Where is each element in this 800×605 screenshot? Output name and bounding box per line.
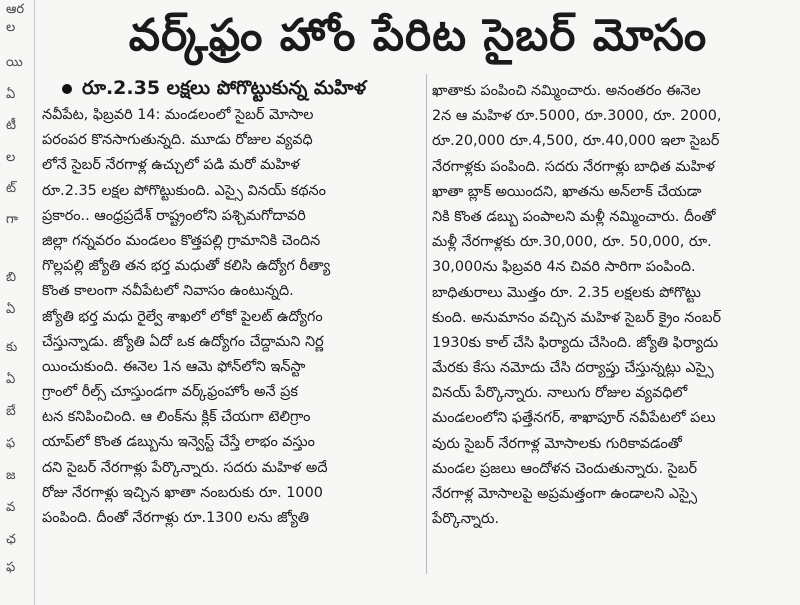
headline: వర్క్‌ఫ్రం హోం పేరిట సైబర్ మోసం <box>128 10 708 61</box>
text-line: ఖాతాకు పంపించి నమ్మించారు. అనంతరం ఈనెల <box>432 83 701 99</box>
margin-glyph: టీ <box>6 118 17 133</box>
text-line: యించుకుంది. ఈనెల 1న ఆమె ఫోన్‌లోని ఇన్‌స్టా <box>42 358 306 375</box>
margin-glyph: వ <box>6 500 16 515</box>
bullet-icon <box>62 84 72 94</box>
text-line: మేరకు కేసు నమోదు చేసి దర్యాప్తు చేస్తున్నట్లు ఎస్సై <box>432 360 714 377</box>
text-line: పంపింది. దీంతో నేరగాళ్లు రూ.1300 లను జ్యోతి <box>42 510 310 526</box>
margin-glyph: ఛ <box>6 532 16 547</box>
margin-glyph: ల <box>6 150 16 165</box>
text-line: మళ్లీ నేరగాళ్లకు రూ.30,000, రూ. 50,000, రూ. <box>432 234 712 251</box>
margin-glyph: ఆర <box>6 2 25 17</box>
text-line: గ్రాంలో రీల్స్ చూస్తుండగా వర్క్‌ఫ్రంహోం అనే ప్రక <box>42 384 298 401</box>
text-line: జిల్లా గన్నవరం మండలం కొత్తపల్లి గ్రామానికి చెందిన <box>42 232 321 249</box>
margin-glyph: ఫ <box>6 436 16 451</box>
text-line: గొల్లపల్లి జ్యోతి తన భర్త మధుతో కలిసి ఉద్యోగ రీత్యా <box>42 258 331 275</box>
article-column-2 <box>432 79 784 532</box>
text-line: యాప్‌లో కొంత డబ్బును ఇన్వెస్ట్ చేస్తే లాభం వస్తుం <box>42 434 315 451</box>
margin-glyph: బి <box>6 270 17 285</box>
margin-glyph: ఏ <box>6 372 16 387</box>
margin-glyph: ఏ <box>6 302 16 317</box>
subheadline <box>62 74 422 102</box>
margin-glyph: ట్ <box>6 181 17 196</box>
text-line: రూ.20,000 రూ.4,500, రూ.40,000 ఇలా సైబర్ <box>432 133 720 150</box>
text-line: రోజు నేరగాళ్లు ఇచ్చిన ఖాతా నంబరుకు రూ. 1000 <box>42 484 323 501</box>
margin-glyph: ఫ <box>6 560 16 575</box>
margin-glyph: యి <box>6 55 23 70</box>
text-line: చేస్తున్నాడు. జ్యోతి ఏదో ఒక ఉద్యోగం చేద్దామని నిర్ణ <box>42 333 324 350</box>
text-line: నేరగాళ్లకు పంపింది. సదరు నేరగాళ్లు బాధిత మహిళ <box>432 158 715 175</box>
margin-glyph: ఏ <box>6 87 16 102</box>
adjacent-article-strip <box>0 0 35 605</box>
margin-glyph: ల <box>6 20 16 35</box>
column-divider <box>426 74 427 574</box>
text-line: నవీపేట, ఫిబ్రవరి 14: మండలంలో సైబర్ మోసాల <box>42 107 314 123</box>
margin-glyph: గా <box>6 212 18 227</box>
text-line: పరంపర కొనసాగుతున్నది. మూడు రోజుల వ్యవధి <box>42 132 313 149</box>
text-line: మండలంలోని ఫత్తేనగర్, శాఖాపూర్ నవీపేటలో పలు <box>432 410 716 427</box>
text-line: నేరగాళ్ల మోసాలపై అప్రమత్తంగా ఉండాలని ఎస్సై <box>432 486 697 502</box>
margin-glyph: బే <box>6 404 16 419</box>
text-line: 2న ఆ మహిళ రూ.5000, రూ.3000, రూ. 2000, <box>432 108 722 125</box>
subheadline-text: రూ.2.35 లక్షలు పోగొట్టుకున్న మహిళ <box>82 77 367 99</box>
text-line: వురు సైబర్ నేరగాళ్ల మోసాలకు గురికావడంతో <box>432 435 682 452</box>
text-line: లోనే సైబర్ నేరగాళ్ల ఉచ్చులో పడి మరో మహిళ <box>42 157 300 174</box>
text-line: రూ.2.35 లక్షల పోగొట్టుకుంది. ఎస్సై వినయ్ కథనం <box>42 182 326 199</box>
text-line: నికి కొంత డబ్బు పంపాలని మళ్లీ నమ్మించారు. దీంతో <box>432 208 716 225</box>
text-line: దని సైబర్ నేరగాళ్లు పేర్కొన్నారు. సదరు మహిళ అదే <box>42 459 328 476</box>
text-line: వినయ్ పేర్కొన్నారు. నాలుగు రోజుల వ్యవధిలో <box>432 385 688 402</box>
text-line: కుంది. అనుమానం వచ్చిన మహిళ సైబర్ క్రైం నంబర్ <box>432 309 722 326</box>
text-line: జ్యోతి భర్త మధు రైల్వే శాఖలో లోకో పైలట్ ఉద్యోగం <box>42 308 323 325</box>
text-line: మండల ప్రజలు ఆందోళన చెందుతున్నారు. సైబర్ <box>432 460 698 477</box>
margin-glyph: జ <box>6 468 16 483</box>
margin-glyph: కు <box>6 340 18 355</box>
article-column-1 <box>42 103 420 531</box>
text-line: ఖాతా బ్లాక్ అయిందని, ఖాతను అన్‌లాక్ చేయడా <box>432 183 702 200</box>
text-line: 1930కు కాల్ చేసి ఫిర్యాదు చేసింది. జ్యోతి ఫిర్యాదు <box>432 334 719 351</box>
text-line: బాధితురాలు మొత్తం రూ. 2.35 లక్షలకు పోగొట్టు <box>432 284 701 301</box>
text-line: టన కనిపించింది. ఆ లింక్‌ను క్లిక్ చేయగా టెలిగ్రాం <box>42 409 311 426</box>
text-line: పేర్కొన్నారు. <box>432 511 500 528</box>
text-line: ప్రకారం.. ఆంధ్రప్రదేశ్ రాష్ట్రంలోని పశ్చిమగోదావరి <box>42 207 306 224</box>
text-line: కొంత కాలంగా నవీపేటలో నివాసం ఉంటున్నది. <box>42 283 294 300</box>
text-line: 30,000ను ఫిబ్రవరి 4న చివరి సారిగా పంపింది. <box>432 259 696 276</box>
